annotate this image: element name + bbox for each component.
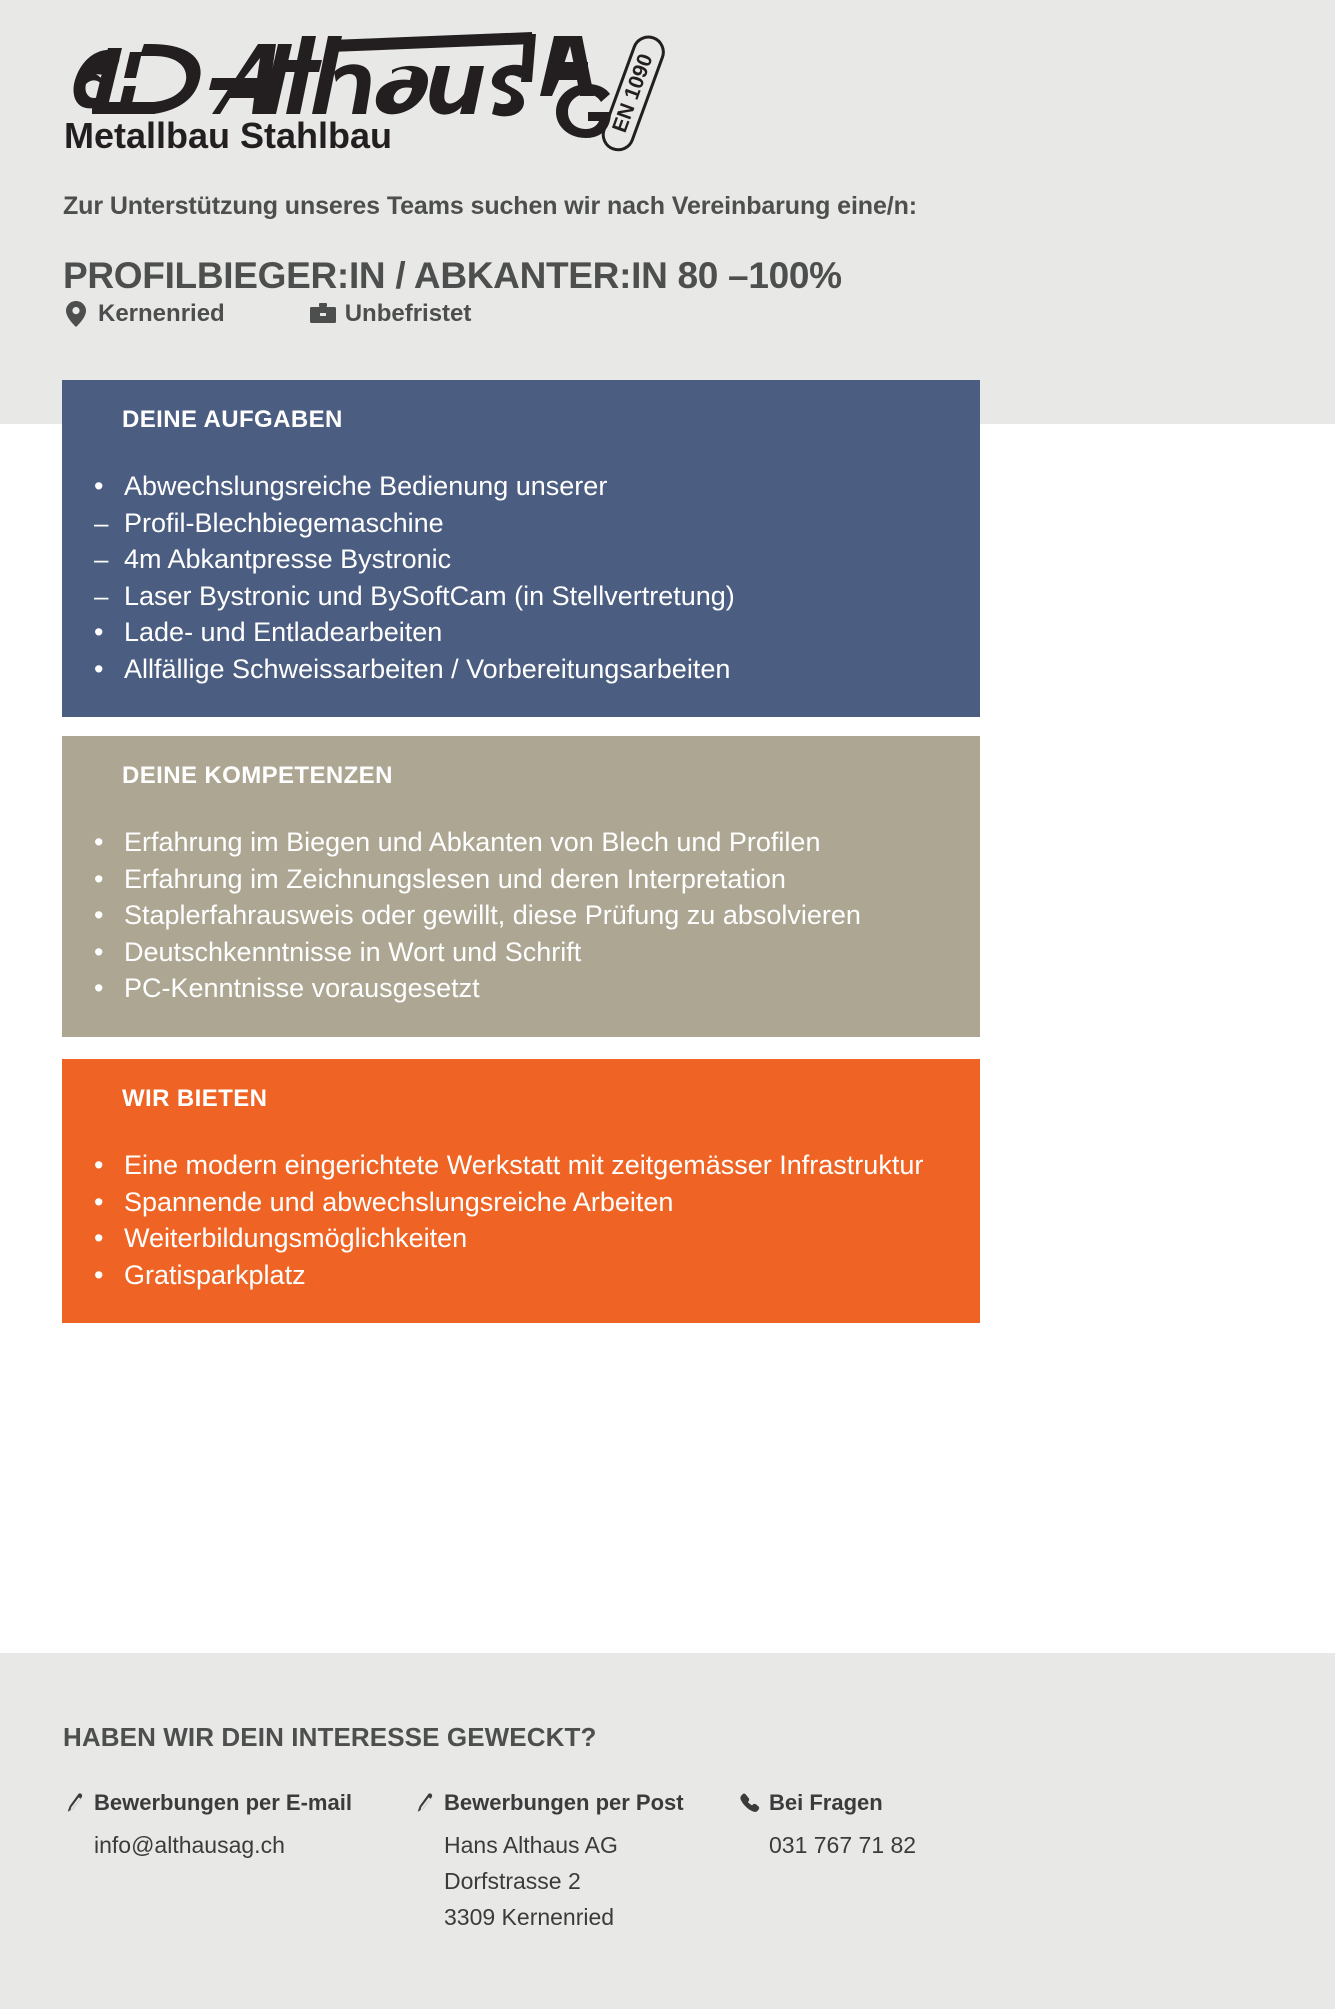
section-title: WIR BIETEN xyxy=(122,1085,268,1112)
job-contract xyxy=(310,300,472,328)
list-marker: • xyxy=(94,863,104,894)
list-text: Weiterbildungsmöglichkeiten xyxy=(124,1223,468,1253)
job-location-label: Kernenried xyxy=(98,300,225,327)
list-item xyxy=(94,651,948,688)
company-logo xyxy=(62,22,702,152)
list-marker: • xyxy=(94,653,104,684)
phone-icon xyxy=(738,1791,762,1815)
page-title: PROFILBIEGER:IN / ABKANTER:IN 80 –100% xyxy=(63,254,842,296)
list-item xyxy=(94,1184,948,1221)
job-meta-row xyxy=(63,300,471,328)
contact-post-address xyxy=(444,1827,738,1935)
list-text: Allfällige Schweissarbeiten / Vorbereitungsarbeiten xyxy=(124,653,731,684)
list-text: Gratisparkplatz xyxy=(124,1259,306,1290)
address-line-3: 3309 Kernenried xyxy=(444,1904,615,1930)
list-text: Deutschkenntnisse in Wort und Schrift xyxy=(124,936,582,967)
list-item xyxy=(94,824,948,861)
list-item xyxy=(94,970,948,1007)
list-item xyxy=(94,468,948,505)
list-item xyxy=(94,541,948,578)
list-marker: • xyxy=(94,1223,104,1253)
list-text: Spannende und abwechslungsreiche Arbeiten xyxy=(124,1186,674,1217)
contact-post-label: Bewerbungen per Post xyxy=(444,1790,684,1815)
contact-phone-header xyxy=(738,1790,1068,1816)
list-text: Eine modern eingerichtete Werkstatt mit zeitgemässer Infrastruktur xyxy=(124,1150,924,1180)
contact-columns xyxy=(63,1790,1123,1935)
list-marker: – xyxy=(94,580,109,611)
list-marker: • xyxy=(94,936,104,967)
list-marker: • xyxy=(94,1150,104,1180)
job-location xyxy=(63,300,225,328)
contact-email-block xyxy=(63,1790,413,1935)
job-contract-label: Unbefristet xyxy=(344,300,472,327)
contact-phone-label: Bei Fragen xyxy=(769,1790,883,1815)
list-text: 4m Abkantpresse Bystronic xyxy=(124,544,452,574)
list-item xyxy=(94,505,948,542)
section-deine-aufgaben xyxy=(62,380,980,717)
svg-text:EN 1090: EN 1090 xyxy=(608,50,658,136)
contact-phone-block xyxy=(738,1790,1068,1935)
list-marker: • xyxy=(94,973,104,1003)
list-item xyxy=(94,578,948,615)
list-item xyxy=(94,897,948,934)
list-item xyxy=(94,934,948,971)
intro-line: Zur Unterstützung unseres Teams suchen wir nach Vereinbarung eine/n: xyxy=(63,192,918,220)
map-pin-icon xyxy=(63,301,89,327)
list-marker: • xyxy=(94,1259,104,1290)
list-item xyxy=(94,861,948,898)
address-line-2: Dorfstrasse 2 xyxy=(444,1868,581,1894)
list-text: Profil-Blechbiegemaschine xyxy=(124,507,444,538)
list-marker: • xyxy=(94,471,104,501)
briefcase-icon xyxy=(310,301,336,327)
list-item xyxy=(94,1257,948,1294)
section-list xyxy=(94,824,948,1007)
contact-post-header xyxy=(413,1790,738,1816)
pencil-icon xyxy=(63,1791,87,1815)
list-text: Erfahrung im Zeichnungslesen und deren Interpretation xyxy=(124,863,786,894)
list-text: Abwechslungsreiche Bedienung unserer xyxy=(124,471,608,501)
section-deine-kompetenzen xyxy=(62,736,980,1037)
list-text: Lade- und Entladearbeiten xyxy=(124,617,443,647)
list-item xyxy=(94,614,948,651)
contact-email-label: Bewerbungen per E-mail xyxy=(94,1790,352,1815)
pencil-icon xyxy=(413,1791,437,1815)
section-wir-bieten xyxy=(62,1059,980,1323)
list-marker: – xyxy=(94,544,109,574)
list-item xyxy=(94,1147,948,1184)
section-list xyxy=(94,468,948,687)
list-text: Erfahrung im Biegen und Abkanten von Blech und Profilen xyxy=(124,827,821,857)
list-text: Laser Bystronic und BySoftCam (in Stellvertretung) xyxy=(124,580,735,611)
contact-phone-value[interactable]: 031 767 71 82 xyxy=(769,1832,917,1858)
footer-heading: HABEN WIR DEIN INTERESSE GEWECKT? xyxy=(63,1722,597,1752)
list-marker: – xyxy=(94,507,109,538)
svg-text:Metallbau Stahlbau: Metallbau Stahlbau xyxy=(64,115,393,152)
section-list xyxy=(94,1147,948,1293)
list-marker: • xyxy=(94,1186,104,1217)
section-title: DEINE AUFGABEN xyxy=(122,406,343,433)
list-marker: • xyxy=(94,827,104,857)
list-text: PC-Kenntnisse vorausgesetzt xyxy=(124,973,480,1003)
address-line-1: Hans Althaus AG xyxy=(444,1832,618,1858)
contact-email-header xyxy=(63,1790,413,1816)
list-marker: • xyxy=(94,617,104,647)
list-item xyxy=(94,1220,948,1257)
list-marker: • xyxy=(94,900,104,930)
list-text: Staplerfahrausweis oder gewillt, diese Prüfung zu absolvieren xyxy=(124,900,861,930)
contact-email-value[interactable]: info@althausag.ch xyxy=(94,1832,285,1858)
section-title: DEINE KOMPETENZEN xyxy=(122,762,393,789)
contact-post-block xyxy=(413,1790,738,1935)
